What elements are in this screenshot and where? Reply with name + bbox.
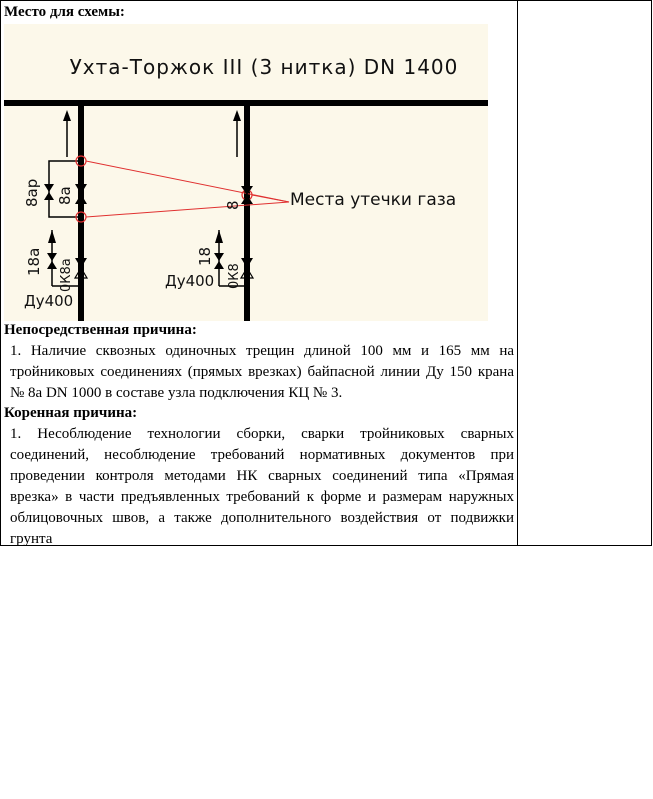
direct-cause-text: 1. Наличие сквозных одиночных трещин длиной 100 мм и 165 мм на тройниковых соединениях (прямых врезках) байпасной линии Ду 150 крана № 8а DN 1000 в составе узла подключения КЦ № 3. (10, 343, 514, 401)
leak-label: Места утечки газа (290, 190, 457, 210)
label-du400-right: Ду400 (165, 272, 215, 290)
label-8ar: 8ар (23, 178, 41, 207)
right-branch-pipe (244, 106, 250, 321)
direct-cause-heading: Непосредственная причина: (4, 322, 197, 338)
label-8: 8 (224, 200, 242, 210)
left-branch-pipe (78, 106, 84, 321)
pipeline-title: Ухта-Торжок III (3 нитка) DN 1400 (69, 55, 459, 79)
label-18a: 18а (25, 247, 43, 276)
label-0k8a: 0К8а (59, 258, 74, 292)
column-divider (517, 1, 518, 546)
main-pipe (4, 100, 488, 106)
label-du400-left: Ду400 (24, 292, 74, 310)
root-cause-text: 1. Несоблюдение технологии сборки, сварки тройниковых сварных соединений, несоблюдение требований нормативных документов при проведении контроля методами НК сварных соединений типа «Прямая врезка» в части предъявленных требований к форме и размерам наружных облицовочных швов, а также дополнительного воздействия от подвижки грунта (10, 426, 514, 547)
scheme-heading: Место для схемы: (4, 4, 125, 20)
label-18: 18 (196, 246, 214, 266)
scheme-cell (4, 3, 514, 547)
label-0k8: 0К8 (227, 263, 242, 289)
root-cause-heading: Коренная причина: (4, 405, 138, 421)
pipeline-scheme (4, 24, 488, 321)
label-8a: 8а (56, 186, 74, 205)
